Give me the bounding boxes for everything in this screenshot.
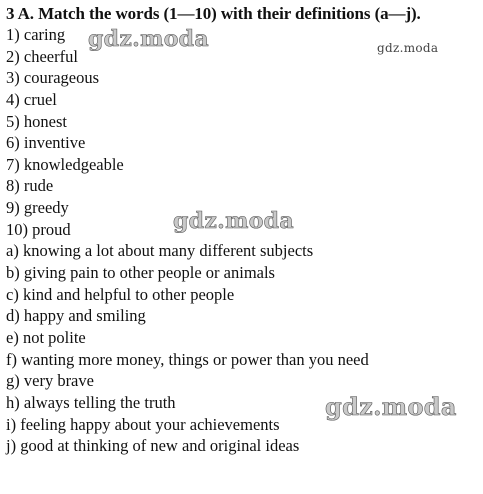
definition-item: h) always telling the truth <box>6 392 176 412</box>
definition-item: g) very brave <box>6 371 94 391</box>
word-item: 1) caring <box>6 25 66 44</box>
word-item: 5) honest <box>6 111 67 131</box>
word-item: 3) courageous <box>6 68 100 88</box>
word-item: 10) proud <box>6 219 71 239</box>
exercise-heading: 3 A. Match the words (1—10) with their definitions (a—j). <box>6 4 421 23</box>
definition-item: j) good at thinking of new and original ideas <box>6 436 300 456</box>
watermark: gdz.moda <box>325 392 457 421</box>
definition-item: i) feeling happy about your achievements <box>6 414 280 434</box>
exercise-list <box>6 24 369 457</box>
definition-item: a) knowing a lot about many different subjects <box>6 241 314 261</box>
word-item: 9) greedy <box>6 198 69 218</box>
word-item: 7) knowledgeable <box>6 154 124 174</box>
watermark: gdz.moda <box>173 208 294 234</box>
definition-item: f) wanting more money, things or power than you need <box>6 349 369 369</box>
word-item: 2) cheerful <box>6 46 78 66</box>
watermark: gdz.moda <box>88 26 209 52</box>
word-item: 4) cruel <box>6 89 57 109</box>
definition-item: c) kind and helpful to other people <box>6 284 235 304</box>
word-item: 6) inventive <box>6 133 86 153</box>
word-item: 8) rude <box>6 176 54 196</box>
definition-item: e) not polite <box>6 327 86 347</box>
definition-item: b) giving pain to other people or animals <box>6 263 275 283</box>
definition-item: d) happy and smiling <box>6 306 146 326</box>
watermark: gdz.moda <box>377 41 439 55</box>
